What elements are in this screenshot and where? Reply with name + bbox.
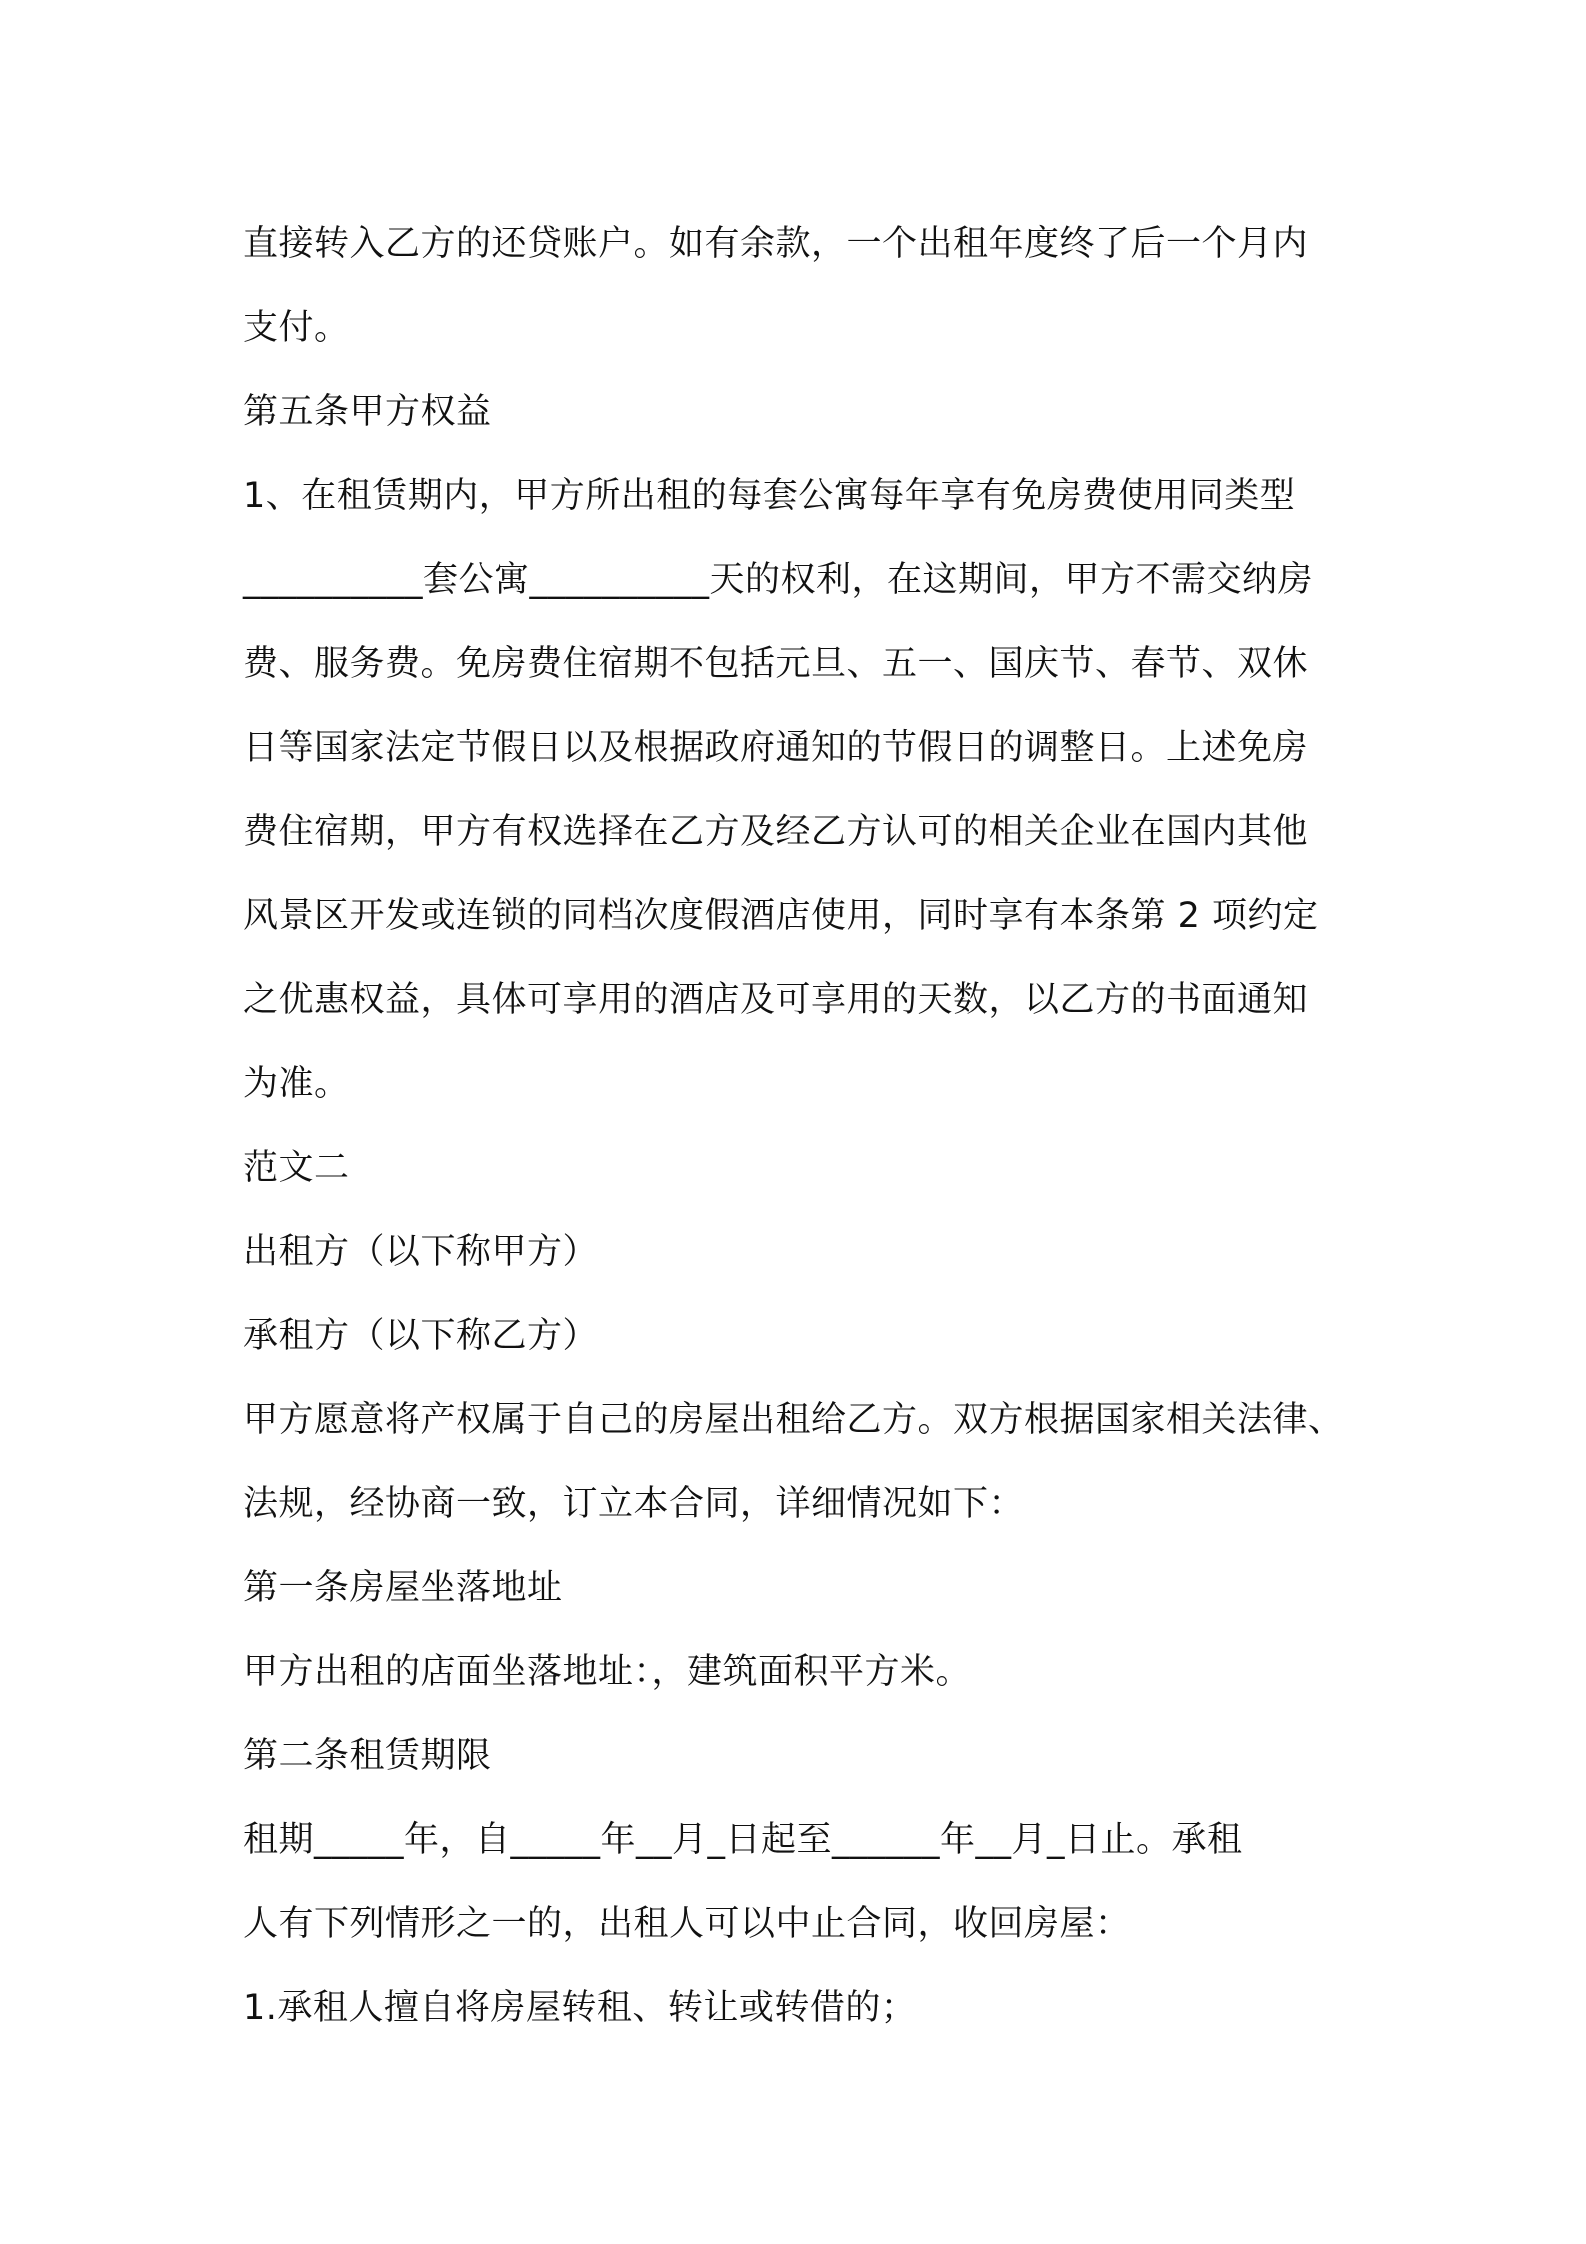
- text-line-7: 日等国家法定节假日以及根据政府通知的节假日的调整日。上述免房: [243, 728, 1309, 768]
- text-line-10: 之优惠权益，具体可享用的酒店及可享用的天数，以乙方的书面通知: [243, 980, 1309, 1020]
- text-line-6: 费、服务费。免房费住宿期不包括元旦、五一、国庆节、春节、双休: [243, 644, 1309, 684]
- document-body: [243, 202, 1383, 2050]
- text-line-22: 1.承租人擅自将房屋转租、转让或转借的；: [243, 1988, 917, 2028]
- text-line-11: 为准。: [243, 1064, 350, 1104]
- text-line-16: 法规，经协商一致，订立本合同，详细情况如下：: [243, 1484, 1025, 1524]
- lessee-line: 承租方（以下称乙方）: [243, 1316, 599, 1356]
- section-heading-sample-2: 范文二: [243, 1148, 350, 1188]
- text-line-20: 租期_____年，自_____年__月_日起至______年__月_日止。承租: [243, 1820, 1243, 1860]
- text-line-15: 甲方愿意将产权属于自己的房屋出租给乙方。双方根据国家相关法律、: [243, 1400, 1344, 1440]
- text-line-1: 直接转入乙方的还贷账户。如有余款，一个出租年度终了后一个月内: [243, 224, 1309, 264]
- text-line-9: 风景区开发或连锁的同档次度假酒店使用，同时享有本条第 2 项约定: [243, 896, 1319, 936]
- text-line-5: __________套公寓__________天的权利，在这期间，甲方不需交纳房: [243, 560, 1314, 600]
- section-heading-article-2: 第二条租赁期限: [243, 1736, 492, 1776]
- text-line-21: 人有下列情形之一的，出租人可以中止合同，收回房屋：: [243, 1904, 1131, 1944]
- section-heading-article-5: 第五条甲方权益: [243, 392, 492, 432]
- section-heading-article-1: 第一条房屋坐落地址: [243, 1568, 563, 1608]
- text-line-8: 费住宿期，甲方有权选择在乙方及经乙方认可的相关企业在国内其他: [243, 812, 1309, 852]
- text-line-18: 甲方出租的店面坐落地址：，建筑面积平方米。: [243, 1652, 972, 1692]
- text-line-4: 1、在租赁期内，甲方所出租的每套公寓每年享有免房费使用同类型: [243, 476, 1296, 516]
- lessor-line: 出租方（以下称甲方）: [243, 1232, 599, 1272]
- text-line-2: 支付。: [243, 308, 350, 348]
